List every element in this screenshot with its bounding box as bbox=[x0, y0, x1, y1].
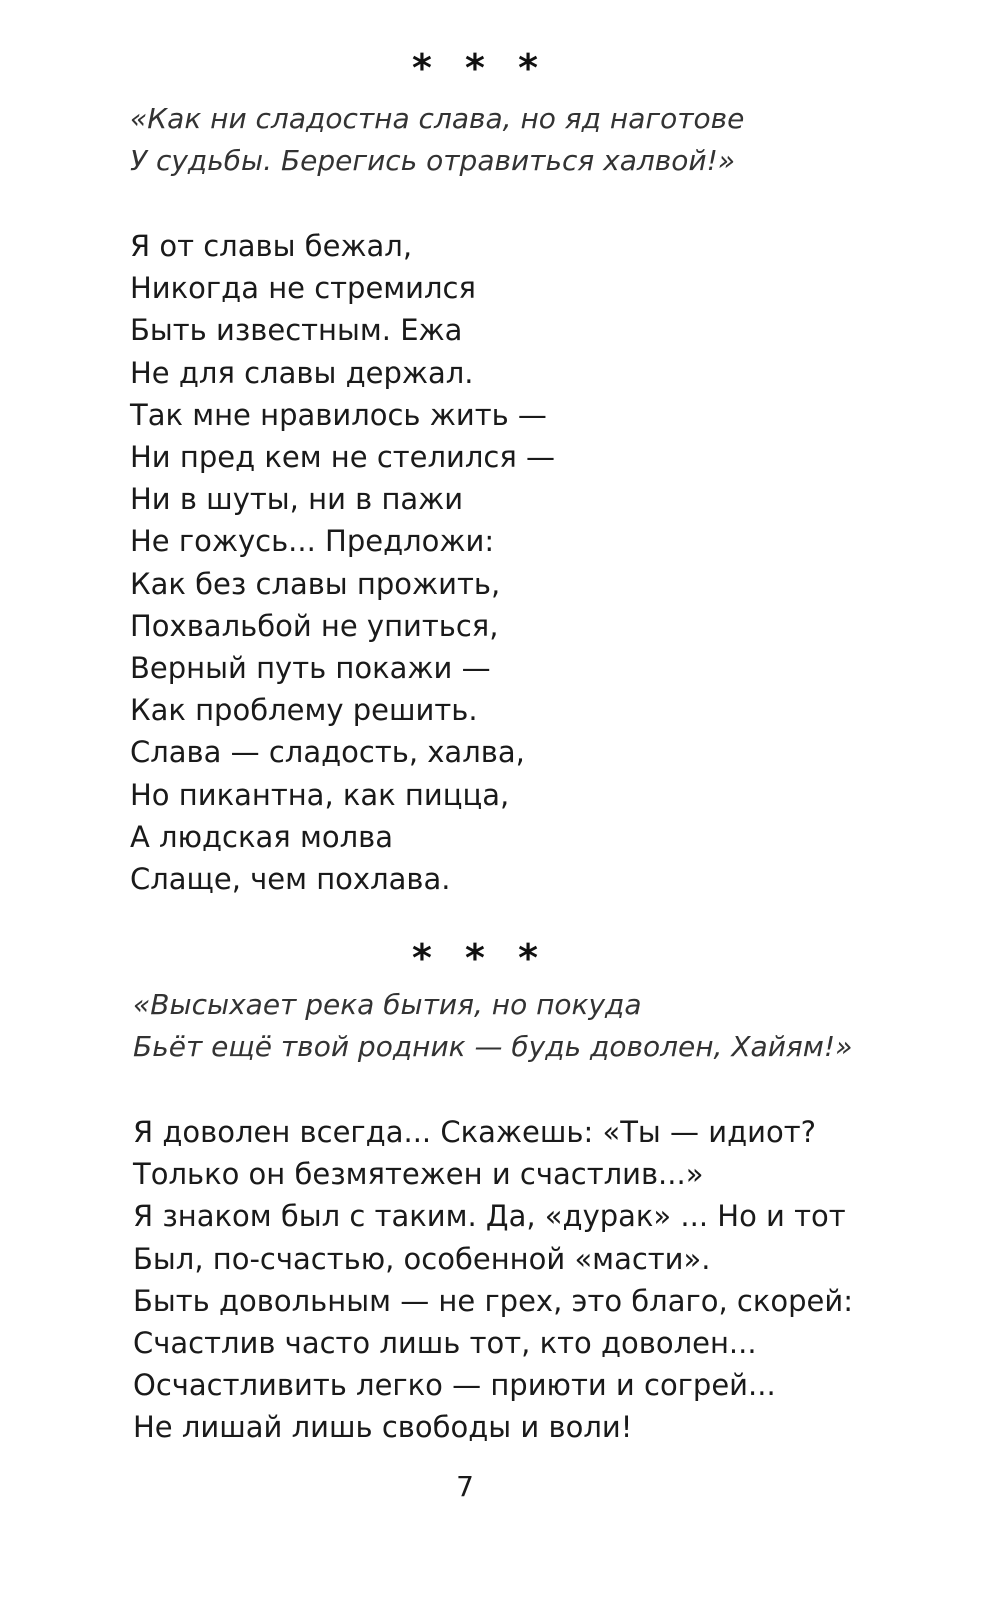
poem-line: Как без славы прожить, bbox=[130, 566, 501, 601]
poem-line: Только он безмятежен и счастлив...» bbox=[133, 1157, 704, 1192]
poem-line: Был, по-счастью, особенной «масти». bbox=[133, 1241, 711, 1276]
poem-epigraph bbox=[133, 984, 852, 1068]
poem-line: Но пикантна, как пицца, bbox=[130, 777, 510, 812]
poem-line: Я знаком был с таким. Да, «дурак» ... Но и тот bbox=[133, 1199, 846, 1234]
epigraph-line: Бьёт ещё твой родник — будь доволен, Хайям!» bbox=[133, 1030, 853, 1063]
poem-line: Осчастливить легко — приюти и согрей... bbox=[133, 1368, 776, 1403]
epigraph-line: У судьбы. Берегись отравиться халвой!» bbox=[130, 144, 736, 177]
section-separator: * * * bbox=[411, 936, 549, 980]
poem-line: А людская молва bbox=[130, 819, 393, 854]
poem-line: Я от славы бежал, bbox=[130, 229, 413, 263]
poem-line: Слаще, чем похлава. bbox=[130, 862, 451, 897]
poem-body bbox=[130, 225, 555, 900]
poem-line: Ни в шуты, ни в пажи bbox=[130, 482, 464, 517]
poem-line: Как проблему решить. bbox=[130, 693, 478, 728]
poem-line: Я доволен всегда... Скажешь: «Ты — идиот? bbox=[133, 1115, 817, 1149]
poem-line: Ни пред кем не стелился — bbox=[130, 440, 556, 475]
poem-body bbox=[133, 1111, 853, 1449]
poem-line: Так мне нравилось жить — bbox=[130, 397, 547, 432]
epigraph-line: «Как ни сладостна слава, но яд наготове bbox=[130, 102, 745, 135]
poem-line: Похвальбой не упиться, bbox=[130, 608, 499, 643]
poem-line: Не лишай лишь свободы и воли! bbox=[133, 1410, 633, 1445]
poem-epigraph bbox=[130, 98, 744, 182]
poem-line: Не для славы держал. bbox=[130, 355, 474, 390]
epigraph-line: «Высыхает река бытия, но покуда bbox=[133, 988, 642, 1021]
poem-line: Никогда не стремился bbox=[130, 271, 476, 306]
poem-line: Верный путь покажи — bbox=[130, 651, 491, 686]
section-separator: * * * bbox=[411, 46, 549, 90]
poem-line: Быть известным. Ежа bbox=[130, 313, 463, 348]
poem-line: Счастлив часто лишь тот, кто доволен... bbox=[133, 1326, 757, 1361]
poem-line: Слава — сладость, халва, bbox=[130, 735, 525, 770]
poem-line: Быть довольным — не грех, это благо, скорей: bbox=[133, 1283, 853, 1318]
page-number: 7 bbox=[456, 1470, 474, 1503]
poem-line: Не гожусь... Предложи: bbox=[130, 524, 495, 559]
